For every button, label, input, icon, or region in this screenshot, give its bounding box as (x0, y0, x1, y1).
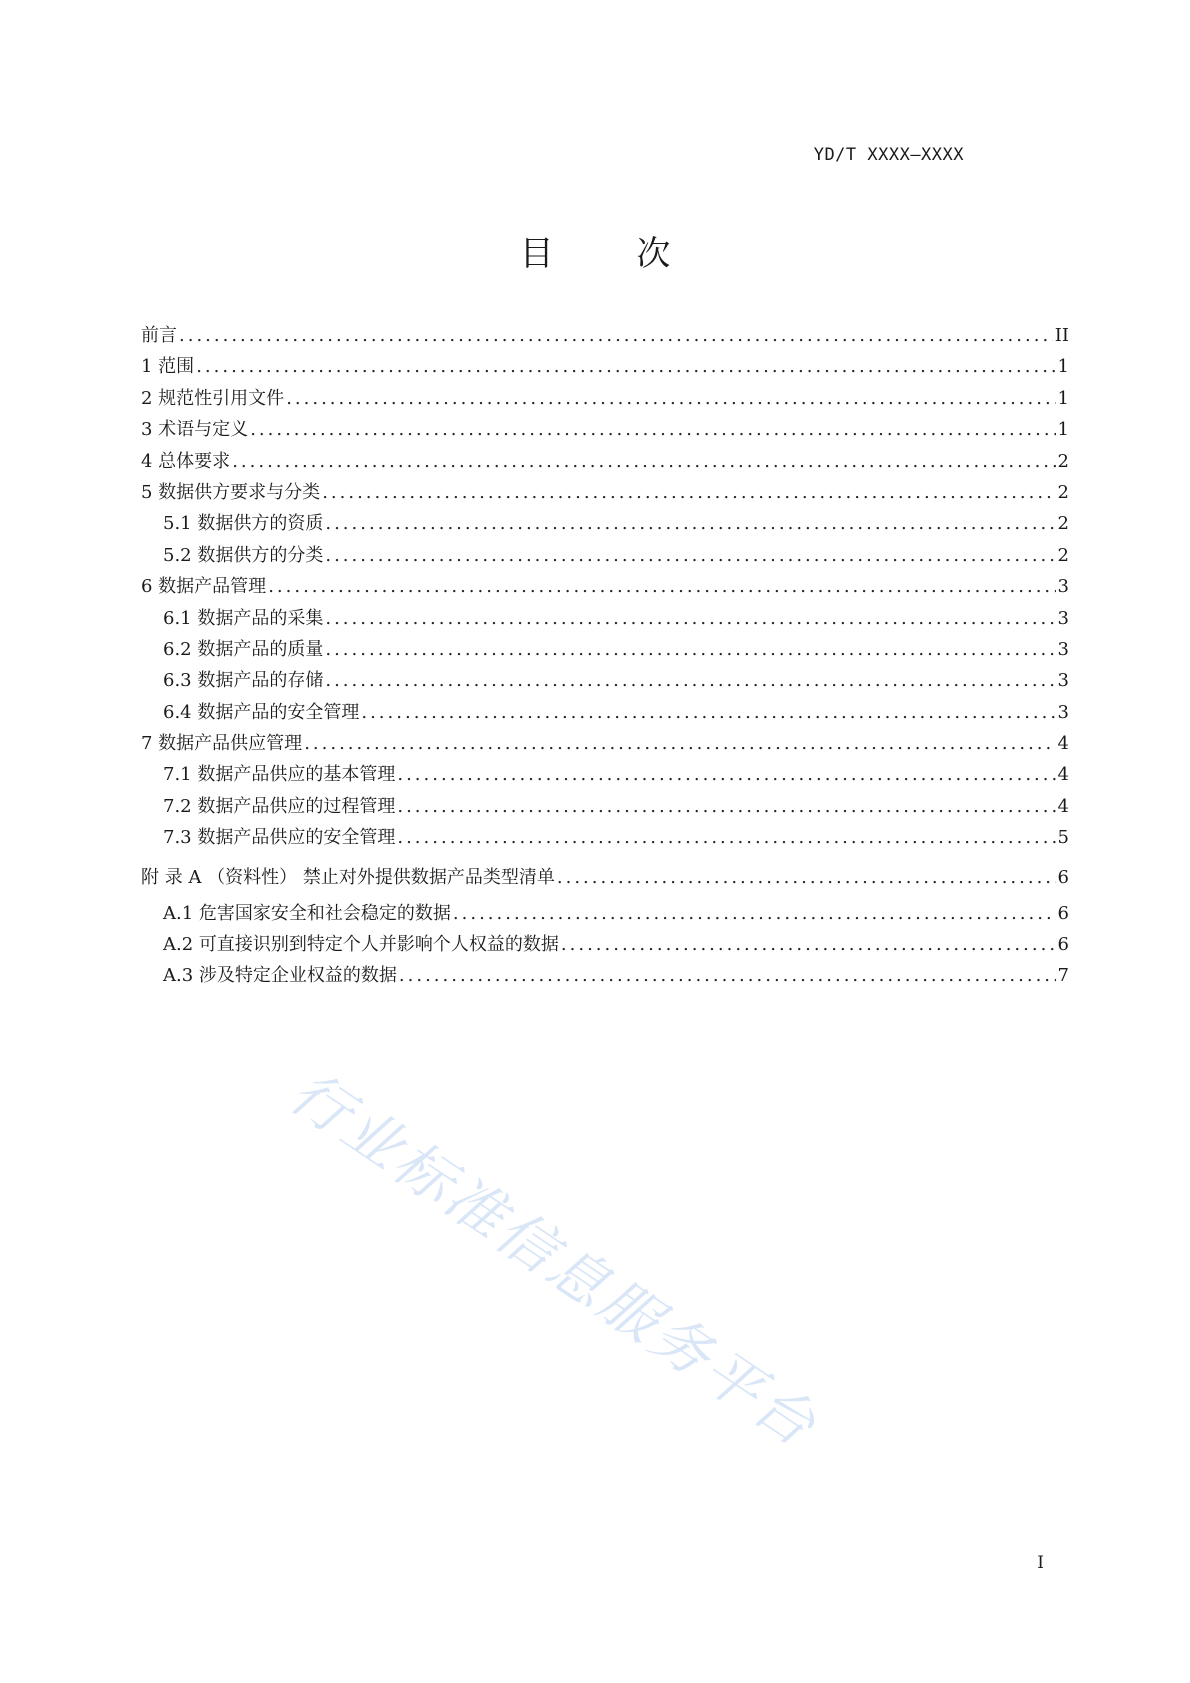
toc-entry[interactable] (141, 960, 1069, 991)
toc-entry-page: 2 (1057, 544, 1069, 566)
toc-entry[interactable] (141, 414, 1069, 445)
toc-entry-label: 4 总体要求 (141, 450, 231, 472)
toc-entry[interactable] (141, 320, 1069, 351)
toc-entry[interactable] (141, 665, 1069, 696)
toc-entry[interactable] (141, 540, 1069, 571)
toc-entry-label: A.2 可直接识别到特定个人并影响个人权益的数据 (163, 934, 559, 956)
toc-entry[interactable] (141, 446, 1069, 477)
toc-leader-dots (232, 446, 1055, 477)
toc-leader-dots (286, 383, 1055, 414)
watermark: 行业标准信息服务平台 (278, 1057, 831, 1462)
toc-entry-page: 5 (1057, 827, 1069, 849)
toc-entry-page: 6 (1057, 902, 1069, 924)
toc-leader-dots (325, 665, 1055, 696)
toc-entry-page: 4 (1057, 764, 1069, 786)
toc-entry-label: 前言 (141, 325, 177, 346)
toc-entry[interactable] (141, 898, 1069, 929)
toc-entry-page: 1 (1057, 356, 1069, 378)
toc-leader-dots (325, 508, 1055, 539)
toc-entry[interactable] (141, 634, 1069, 665)
toc-entry-page: 3 (1057, 607, 1069, 629)
toc-entry-page: II (1054, 325, 1069, 346)
toc-entry-page: 6 (1057, 866, 1069, 888)
toc-leader-dots (268, 571, 1055, 602)
toc-entry-page: 1 (1057, 419, 1069, 441)
toc-entry-label: 7 数据产品供应管理 (141, 733, 303, 755)
toc-entry-page: 4 (1057, 733, 1069, 755)
page-title: 目 次 (519, 234, 707, 274)
toc-entry[interactable] (141, 791, 1069, 822)
toc-entry[interactable] (141, 571, 1069, 602)
toc-entry-page: 2 (1057, 481, 1069, 503)
toc-entry-page: 2 (1057, 513, 1069, 535)
toc-entry-label: A.1 危害国家安全和社会稳定的数据 (163, 902, 451, 924)
toc-entry-label: 6.3 数据产品的存储 (163, 670, 324, 692)
toc-entry-label: A.3 涉及特定企业权益的数据 (163, 965, 397, 987)
toc-leader-dots (561, 929, 1056, 960)
toc-entry-page: 3 (1057, 701, 1069, 723)
toc-entry-label: 1 范围 (141, 356, 195, 378)
toc-entry-label: 6.2 数据产品的质量 (163, 638, 324, 660)
toc-leader-dots (325, 603, 1055, 634)
toc-entry-label: 5.1 数据供方的资质 (163, 513, 324, 535)
toc-leader-dots (361, 697, 1055, 728)
toc-entry-page: 6 (1057, 934, 1069, 956)
toc-entry-label: 7.1 数据产品供应的基本管理 (163, 764, 396, 786)
toc-leader-dots (325, 634, 1055, 665)
toc-entry-label: 5 数据供方要求与分类 (141, 481, 321, 503)
toc-entry-page: 3 (1057, 638, 1069, 660)
toc-leader-dots (397, 822, 1055, 853)
toc-entry-label: 2 规范性引用文件 (141, 387, 285, 409)
toc-leader-dots (322, 477, 1055, 508)
toc-entry[interactable] (141, 858, 1069, 898)
toc-leader-dots (557, 858, 1056, 898)
toc-entry-label: 6.1 数据产品的采集 (163, 607, 324, 629)
toc-leader-dots (397, 759, 1055, 790)
toc-entry-label: 附 录 A （资料性） 禁止对外提供数据产品类型清单 (141, 866, 555, 888)
toc-leader-dots (196, 351, 1055, 382)
toc-entry-label: 7.2 数据产品供应的过程管理 (163, 795, 396, 817)
toc-entry-label: 6 数据产品管理 (141, 576, 267, 598)
toc-entry-page: 7 (1057, 965, 1069, 987)
toc-entry-page: 4 (1057, 795, 1069, 817)
toc-leader-dots (397, 791, 1055, 822)
toc-entry-page: 1 (1057, 387, 1069, 409)
toc-entry[interactable] (141, 603, 1069, 634)
toc-entry[interactable] (141, 929, 1069, 960)
toc-entry-label: 7.3 数据产品供应的安全管理 (163, 827, 396, 849)
toc-entry[interactable] (141, 759, 1069, 790)
toc-entry[interactable] (141, 477, 1069, 508)
toc-leader-dots (453, 898, 1056, 929)
toc-leader-dots (399, 960, 1056, 991)
toc-entry-page: 3 (1057, 670, 1069, 692)
toc-entry-label: 3 术语与定义 (141, 419, 249, 441)
toc-entry-page: 3 (1057, 576, 1069, 598)
toc-entry[interactable] (141, 383, 1069, 414)
document-code: YD/T XXXX—XXXX (813, 145, 964, 165)
toc-entry[interactable] (141, 351, 1069, 382)
toc-leader-dots (179, 320, 1053, 351)
toc-entry-label: 5.2 数据供方的分类 (163, 544, 324, 566)
page-number: I (1037, 1553, 1044, 1573)
toc-entry[interactable] (141, 728, 1069, 759)
toc-entry[interactable] (141, 508, 1069, 539)
toc-entry-label: 6.4 数据产品的安全管理 (163, 701, 360, 723)
toc-leader-dots (325, 540, 1055, 571)
toc-leader-dots (250, 414, 1055, 445)
toc-entry[interactable] (141, 697, 1069, 728)
table-of-contents (141, 320, 1069, 992)
toc-entry[interactable] (141, 822, 1069, 853)
toc-leader-dots (304, 728, 1055, 759)
toc-entry-page: 2 (1057, 450, 1069, 472)
